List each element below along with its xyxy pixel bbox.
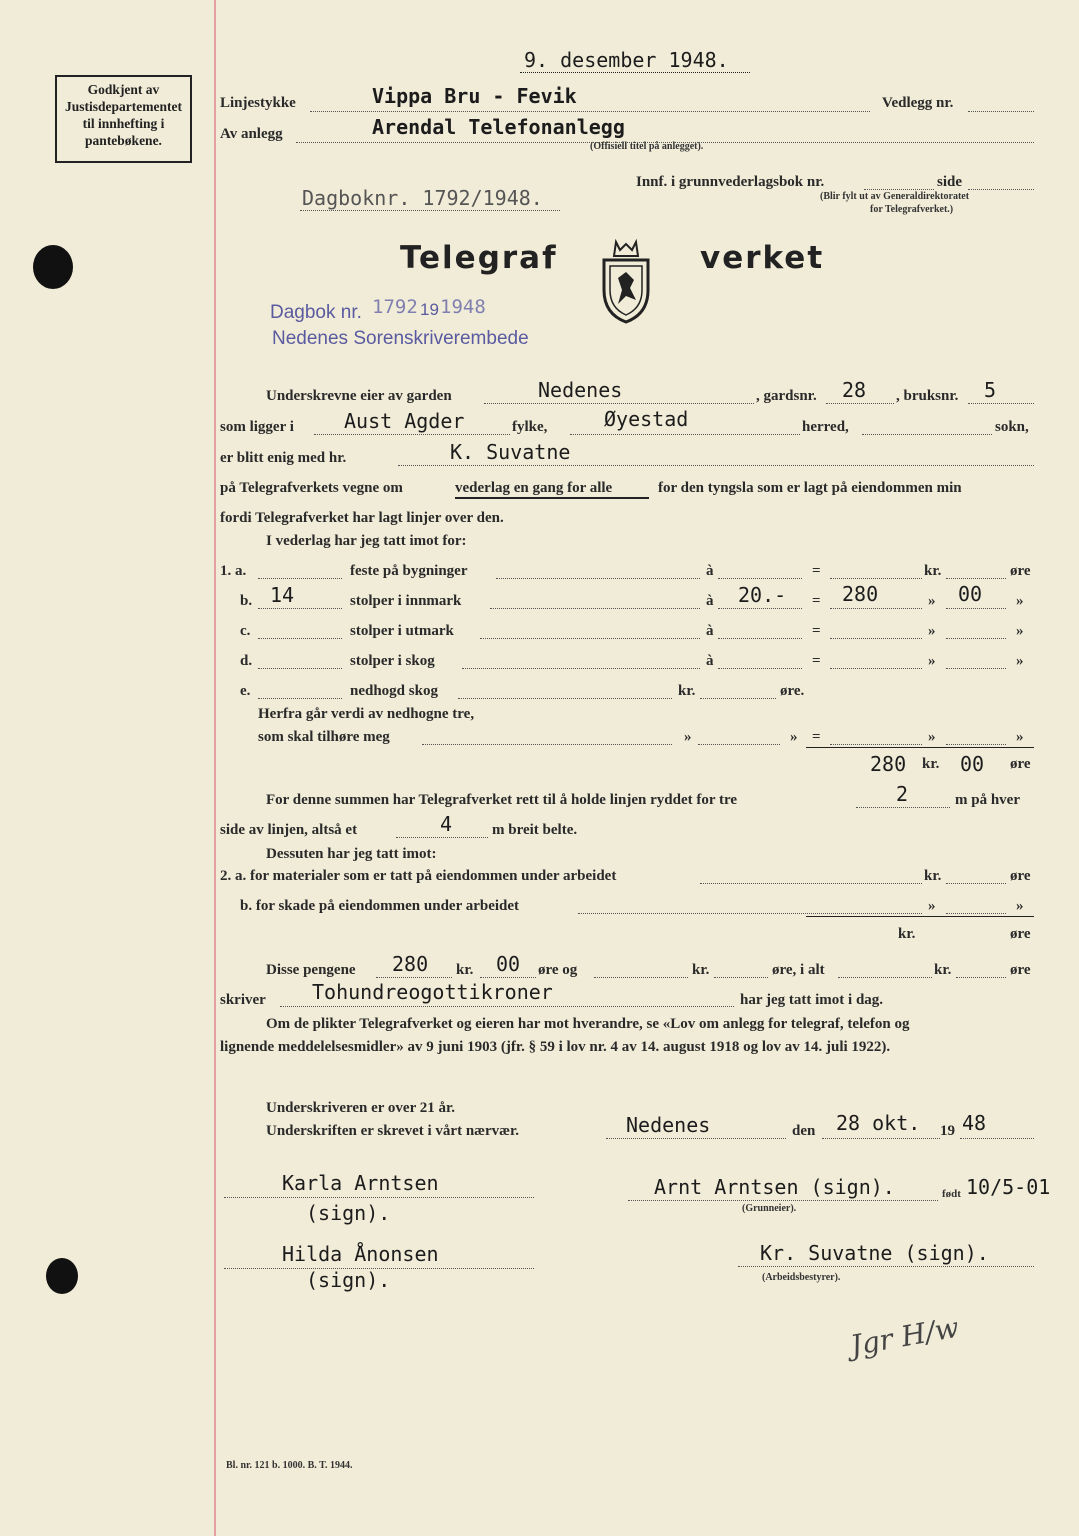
garden-value: Nedenes (538, 378, 623, 402)
text: 19 (940, 1123, 955, 1139)
text: som skal tilhøre meg (258, 729, 390, 745)
witness1-sign: (sign). (306, 1201, 391, 1225)
grunneier-label: (Grunneier). (742, 1203, 797, 1214)
stamp-office: Nedenes Sorenskriverembede (272, 328, 529, 349)
item-eq: = (812, 563, 821, 579)
mat-kr: kr. (924, 868, 942, 884)
av-anlegg-value: Arendal Telefonanlegg (372, 115, 625, 139)
text: Om de plikter Telegrafverket og eieren har mot hverandre, se «Lov om anlegg for telegraf, telefon og (266, 1016, 910, 1032)
text: kr. (456, 962, 474, 978)
text: sokn, (995, 419, 1029, 435)
quote-mark: » (790, 729, 798, 745)
item-eq: = (812, 653, 821, 669)
gardsnr-value: 28 (842, 378, 867, 402)
text: skriver (220, 992, 266, 1008)
punch-hole (46, 1258, 78, 1294)
text: 2. a. for materialer som er tatt på eiendommen under arbeidet (220, 868, 617, 884)
blir-note: (Blir fylt ut av Generaldirektoratet (820, 191, 970, 202)
fodt-label: født (942, 1188, 961, 1200)
item-kr: kr. (678, 683, 696, 699)
skriver-value: Tohundreogottikroner (312, 980, 553, 1004)
linjestykke-value: Vippa Bru - Fevik (372, 84, 577, 108)
item-ore: » (1016, 653, 1024, 669)
stamp-year-print: 19 (420, 300, 439, 319)
text: kr. (692, 962, 710, 978)
disse-ore-value: 00 (496, 952, 521, 976)
text: øre, i alt (772, 962, 825, 978)
sum-ore-label: øre (1010, 756, 1031, 772)
quote-mark: » (928, 729, 936, 745)
sum-kr-label: kr. (922, 756, 940, 772)
text: den (792, 1123, 816, 1139)
dagboknr: Dagboknr. 1792/1948. (302, 186, 543, 210)
item-text: nedhogd skog (350, 683, 438, 699)
item-num: d. (240, 653, 253, 669)
stamp-year: 1948 (440, 296, 486, 318)
quote-mark: » (1016, 729, 1024, 745)
hr-value: K. Suvatne (450, 440, 571, 464)
vedlegg-label: Vedlegg nr. (882, 95, 954, 111)
quote-mark: » (928, 898, 936, 914)
disse-kr-value: 280 (392, 952, 429, 976)
quote-mark: » (684, 729, 692, 745)
item-text: stolper i utmark (350, 623, 454, 639)
item-a: à (706, 653, 714, 669)
text: fordi Telegrafverket har lagt linjer over den. (220, 510, 504, 526)
innf-label: Innf. i grunnvederlagsbok nr. (636, 174, 825, 190)
text: Dessuten har jeg tatt imot: (266, 846, 437, 862)
herred-value: Øyestad (604, 407, 689, 431)
side-label: side (937, 174, 963, 190)
equals: = (812, 729, 821, 745)
item-kr-value: 280 (842, 582, 879, 606)
text: herred, (802, 419, 849, 435)
av-anlegg-label: Av anlegg (220, 126, 283, 142)
item-kr: » (928, 653, 936, 669)
quote-mark: » (1016, 898, 1024, 914)
text: m på hver (955, 792, 1020, 808)
text: øre (1010, 962, 1031, 978)
text: m breit belte. (492, 822, 578, 838)
approval-line: pantebøkene. (85, 133, 162, 148)
item-text: feste på bygninger (350, 563, 468, 579)
linjestykke-label: Linjestykke (220, 95, 296, 111)
item-kr: kr. (924, 563, 942, 579)
item-ore: » (1016, 593, 1024, 609)
stamp-dagbok-nr: 1792 (372, 296, 418, 318)
witness2-sign: (sign). (306, 1268, 391, 1292)
text: I vederlag har jeg tatt imot for: (266, 533, 467, 549)
text: side av linjen, altså et (220, 822, 358, 838)
signing-year: 48 (962, 1111, 987, 1135)
item-num: 1. a. (220, 563, 247, 579)
footer-form-number: Bl. nr. 121 b. 1000. B. T. 1944. (226, 1460, 353, 1471)
witness1-name: Karla Arntsen (282, 1171, 439, 1195)
item-text: stolper i skog (350, 653, 435, 669)
text: Underskrevne eier av garden (266, 388, 452, 404)
rydd-belte-value: 4 (440, 812, 453, 836)
item-ore: øre (1010, 563, 1031, 579)
item-num: b. (240, 593, 253, 609)
margin-line (214, 0, 216, 1536)
item-num: c. (240, 623, 251, 639)
punch-hole (33, 245, 73, 289)
document-date: 9. desember 1948. (524, 48, 729, 72)
item-a: à (706, 623, 714, 639)
bruksnr-value: 5 (984, 378, 997, 402)
sum-ore-value: 00 (960, 752, 985, 776)
text: Underskriveren er over 21 år. (266, 1100, 456, 1116)
approval-line: til innhefting i (82, 116, 165, 131)
coat-of-arms-icon (596, 238, 656, 326)
text: kr. (934, 962, 952, 978)
mat-ore: øre (1010, 868, 1031, 884)
text: , bruksnr. (896, 388, 959, 404)
text-underlined: vederlag en gang for alle (455, 480, 613, 496)
item-price: 20.- (738, 583, 787, 607)
text: Herfra går verdi av nedhogne tre, (258, 706, 475, 722)
text: har jeg tatt imot i dag. (740, 992, 884, 1008)
item-a: à (706, 563, 714, 579)
blir-note: for Telegrafverket.) (870, 204, 954, 215)
handwritten-initials: Jgr H/w (847, 1310, 962, 1363)
foreman-signature: Kr. Suvatne (sign). (760, 1241, 989, 1265)
signing-place: Nedenes (626, 1113, 711, 1137)
rydd-meter-value: 2 (896, 782, 909, 806)
text: b. for skade på eiendommen under arbeidet (240, 898, 520, 914)
text: Disse pengene (266, 962, 356, 978)
logo-left: Telegraf (400, 240, 558, 276)
item-ore: øre. (780, 683, 805, 699)
stamp-dagbok: Dagbok nr. (270, 302, 362, 323)
text: fylke, (512, 419, 548, 435)
fodt-value: 10/5-01 (966, 1175, 1051, 1199)
text: er blitt enig med hr. (220, 450, 347, 466)
tot-ore: øre (1010, 926, 1031, 942)
item-num: e. (240, 683, 251, 699)
offisiell-note: (Offisiell titel på anlegget). (590, 141, 704, 152)
owner-signature: Arnt Arntsen (sign). (654, 1175, 895, 1199)
item-ore: » (1016, 623, 1024, 639)
item-eq: = (812, 623, 821, 639)
text: øre og (538, 962, 578, 978)
item-kr: » (928, 623, 936, 639)
signing-date: 28 okt. (836, 1111, 921, 1135)
logo-right: verket (700, 240, 825, 276)
text: for den tyngsla som er lagt på eiendommen min (658, 480, 962, 496)
approval-line: Justisdepartementet (65, 99, 182, 114)
text: Underskriften er skrevet i vårt nærvær. (266, 1123, 520, 1139)
tot-kr: kr. (898, 926, 916, 942)
item-a: à (706, 593, 714, 609)
text: på Telegrafverkets vegne om (220, 480, 403, 496)
fylke-value: Aust Agder (344, 409, 465, 433)
item-qty: 14 (270, 583, 295, 607)
text: , gardsnr. (756, 388, 817, 404)
item-kr: » (928, 593, 936, 609)
approval-box (55, 75, 192, 163)
item-ore-value: 00 (958, 582, 983, 606)
approval-line: Godkjent av (87, 82, 160, 97)
witness2-name: Hilda Ånonsen (282, 1242, 439, 1266)
text: lignende meddelelsesmidler» av 9 juni 1903 (jfr. § 59 i lov nr. 4 av 14. august 1918 og lov av 14. juli 1922). (220, 1039, 891, 1055)
item-eq: = (812, 593, 821, 609)
text: som ligger i (220, 419, 294, 435)
item-text: stolper i innmark (350, 593, 462, 609)
arbeidsbestyrer-label: (Arbeidsbestyrer). (762, 1272, 841, 1283)
sum-kr-value: 280 (870, 752, 907, 776)
text: For denne summen har Telegrafverket rett til å holde linjen ryddet for tre (266, 792, 738, 808)
